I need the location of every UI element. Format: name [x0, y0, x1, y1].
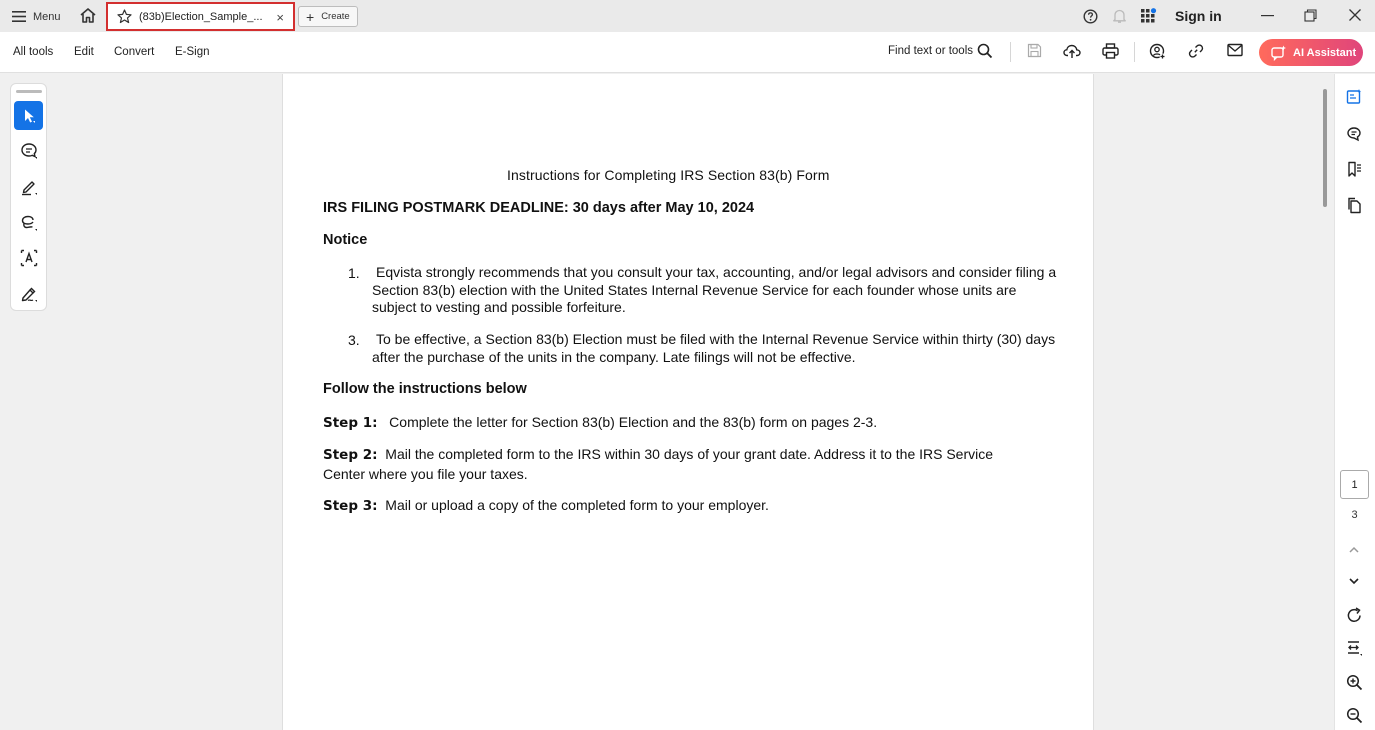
list-number: 3.: [348, 332, 360, 348]
step-label: Step 2:: [323, 447, 378, 463]
main-toolbar: [0, 32, 1375, 73]
chevron-down-icon: [1346, 574, 1362, 588]
mail-icon: [1227, 43, 1243, 57]
apps-button[interactable]: [1141, 8, 1157, 24]
select-tool-button[interactable]: [14, 101, 43, 130]
notifications-button[interactable]: [1112, 8, 1127, 24]
save-button[interactable]: [1027, 43, 1042, 58]
home-button[interactable]: [79, 7, 97, 24]
zoom-in-icon: [1346, 674, 1363, 691]
title-bar: [0, 0, 1375, 32]
printer-icon: [1102, 43, 1119, 59]
draw-tool-button[interactable]: [14, 208, 43, 237]
menu-e-sign[interactable]: E-Sign: [175, 46, 210, 58]
star-icon[interactable]: [117, 9, 132, 24]
sign-in-button[interactable]: Sign in: [1175, 8, 1222, 24]
pages-panel-button[interactable]: [1346, 197, 1363, 214]
list-number: 1.: [348, 265, 360, 281]
menu-label: Menu: [33, 10, 61, 23]
menu-all-tools[interactable]: All tools: [13, 46, 54, 58]
edit-pdf-icon: [1346, 88, 1363, 105]
restore-icon: [1304, 9, 1317, 22]
find-text-label[interactable]: Find text or tools: [888, 45, 974, 57]
tab-title: (83b)Election_Sample_...: [139, 10, 263, 23]
print-button[interactable]: [1102, 43, 1119, 59]
cursor-icon: [22, 108, 36, 124]
quick-tools-rail: [10, 83, 47, 311]
document-tab[interactable]: [106, 2, 295, 31]
upload-cloud-button[interactable]: [1063, 43, 1081, 59]
zoom-out-icon: [1346, 707, 1363, 724]
find-button[interactable]: [977, 43, 993, 59]
next-page-button[interactable]: [1346, 574, 1362, 588]
text-select-tool-button[interactable]: [14, 243, 43, 272]
plus-icon: +: [306, 8, 315, 25]
comments-panel-button[interactable]: [1346, 126, 1363, 143]
deadline-notice: IRS FILING POSTMARK DEADLINE: 30 days after May 10, 2024: [323, 200, 755, 216]
comments-icon: [1346, 126, 1363, 143]
step-item: [323, 496, 1033, 516]
menu-button[interactable]: [12, 8, 61, 25]
follow-heading: Follow the instructions below: [323, 381, 527, 397]
menu-edit[interactable]: Edit: [74, 46, 94, 58]
toolbar-divider: [1010, 42, 1011, 62]
list-item: Eqvista strongly recommends that you consult your tax, accounting, and/or legal advisors and consider filing a Section 83(b) election with the United States Internal Revenue Service for each founder whose units are subject to vesting and possible forfeiture.: [372, 264, 1057, 315]
restore-button[interactable]: [1304, 9, 1317, 22]
step-text: Mail the completed form to the IRS within 30 days of your grant date. Address it to the IRS Service Center where you file your taxes.: [323, 446, 994, 482]
fit-page-button[interactable]: [1346, 640, 1363, 657]
create-button[interactable]: [298, 6, 358, 27]
document-title: Instructions for Completing IRS Section 83(b) Form: [507, 167, 830, 183]
menu-convert[interactable]: Convert: [114, 46, 155, 58]
comment-tool-button[interactable]: [14, 136, 43, 165]
help-icon: [1083, 9, 1098, 24]
ai-sparkle-icon: [1271, 45, 1287, 61]
bookmarks-panel-button[interactable]: [1346, 161, 1363, 178]
home-icon: [79, 7, 97, 24]
close-icon: [1348, 8, 1362, 22]
step-label: Step 3:: [323, 498, 378, 514]
zoom-out-button[interactable]: [1346, 707, 1363, 724]
email-button[interactable]: [1227, 43, 1243, 57]
minimize-icon: [1261, 15, 1274, 17]
copy-link-button[interactable]: [1188, 43, 1204, 59]
ai-assistant-button[interactable]: [1259, 39, 1363, 66]
add-person-icon: [1149, 43, 1166, 60]
hamburger-icon: [12, 11, 26, 22]
step-item: [323, 413, 1033, 433]
list-item: To be effective, a Section 83(b) Election must be filed with the Internal Revenue Service within thirty (30) days after the purchase of the units in the company. Late filings will not be effective.: [372, 331, 1056, 365]
step-text: Mail or upload a copy of the completed form to your employer.: [385, 497, 769, 513]
text-box-icon: [20, 249, 38, 267]
previous-page-button[interactable]: [1346, 543, 1362, 557]
notice-heading: Notice: [323, 232, 368, 248]
search-icon: [977, 43, 993, 59]
cloud-upload-icon: [1063, 43, 1081, 59]
save-icon: [1027, 43, 1042, 58]
pages-icon: [1346, 197, 1363, 214]
vertical-scrollbar[interactable]: [1323, 89, 1327, 207]
bell-icon: [1112, 8, 1127, 24]
apps-grid-icon: [1141, 8, 1157, 24]
step-item: [323, 445, 1033, 484]
rail-drag-handle[interactable]: [16, 90, 42, 93]
sign-tool-button[interactable]: [14, 279, 43, 308]
step-label: Step 1:: [323, 415, 378, 431]
tab-close-button[interactable]: ×: [276, 10, 284, 25]
bookmark-icon: [1346, 161, 1363, 178]
chevron-up-icon: [1346, 543, 1362, 557]
document-page: [282, 74, 1094, 730]
link-icon: [1188, 43, 1204, 59]
toolbar-divider: [1134, 42, 1135, 62]
share-user-button[interactable]: [1149, 43, 1166, 60]
fit-width-icon: [1346, 640, 1363, 657]
rotate-icon: [1346, 607, 1363, 624]
lasso-icon: [20, 214, 38, 232]
total-pages: 3: [1351, 509, 1358, 521]
help-button[interactable]: [1083, 9, 1098, 24]
highlight-tool-button[interactable]: [14, 172, 43, 201]
step-text: Complete the letter for Section 83(b) Election and the 83(b) form on pages 2-3.: [389, 414, 878, 430]
current-page-input[interactable]: 1: [1340, 470, 1369, 499]
zoom-in-button[interactable]: [1346, 674, 1363, 691]
signature-pen-icon: [20, 285, 38, 303]
comment-icon: [20, 142, 38, 160]
create-label: Create: [321, 11, 350, 22]
rotate-button[interactable]: [1346, 607, 1363, 624]
edit-panel-button[interactable]: [1346, 88, 1363, 105]
close-window-button[interactable]: [1348, 8, 1362, 22]
ai-assistant-label: AI Assistant: [1293, 46, 1357, 59]
pen-icon: [20, 178, 38, 196]
minimize-button[interactable]: [1261, 15, 1274, 17]
